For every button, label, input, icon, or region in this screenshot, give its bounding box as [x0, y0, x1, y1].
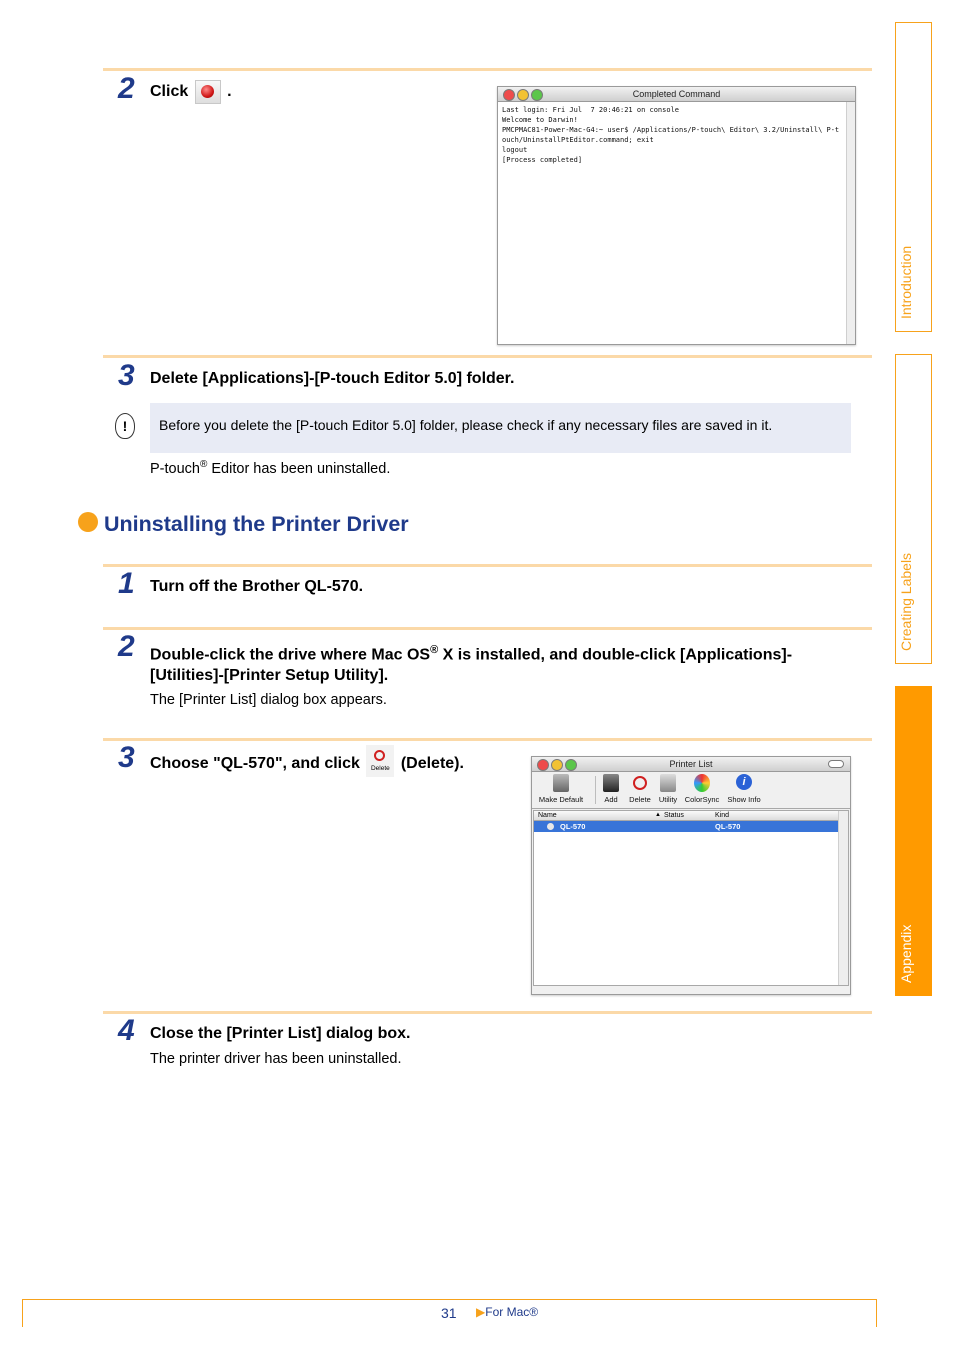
section-bullet-icon — [78, 512, 98, 532]
minimize-light-icon[interactable] — [551, 759, 563, 771]
delete-button[interactable] — [626, 774, 654, 804]
note-text: Before you delete the [P-touch Editor 5.0] folder, please check if any necessary files are saved in it. — [159, 417, 773, 433]
step-instruction: Close the [Printer List] dialog box. — [150, 1025, 411, 1042]
info-icon: i — [736, 774, 752, 790]
registered-mark: ® — [199, 459, 208, 470]
step-number: 3 — [118, 741, 135, 774]
table-scrollbar[interactable] — [838, 811, 848, 985]
add-button[interactable] — [598, 774, 624, 804]
column-kind[interactable]: Kind — [715, 812, 730, 819]
colorsync-icon — [694, 774, 710, 792]
default-printer-icon — [547, 823, 554, 830]
colorsync-label: ColorSync — [684, 795, 720, 804]
page-number: 31 — [441, 1305, 457, 1321]
sort-ascending-icon: ▲ — [655, 812, 661, 818]
printer-list-titlebar — [532, 757, 850, 772]
zoom-light-icon[interactable] — [531, 89, 543, 101]
uninstalled-suffix: Editor has been uninstalled. — [207, 460, 391, 477]
tab-introduction[interactable]: Introduction — [895, 22, 932, 332]
toolbar-separator — [595, 776, 596, 804]
step-instruction-part2: X is installed, and double-click [Applications]- — [438, 646, 793, 664]
printer-list-window — [531, 756, 851, 995]
arrow-right-icon: ▶ — [476, 1305, 486, 1319]
column-status[interactable]: Status — [664, 812, 684, 819]
section-title: Uninstalling the Printer Driver — [104, 512, 409, 536]
uninstalled-text — [150, 455, 390, 479]
step-divider — [103, 564, 872, 567]
note-box — [150, 403, 851, 453]
step-instruction-line2: [Utilities]-[Printer Setup Utility]. — [150, 667, 389, 684]
add-printer-icon — [603, 774, 619, 792]
step-instruction: Turn off the Brother QL-570. — [150, 578, 364, 595]
step-instruction: Delete [Applications]-[P-touch Editor 5.0] folder. — [150, 370, 515, 387]
show-info-label: Show Info — [727, 795, 761, 804]
tab-creating-labels[interactable]: Creating Labels — [895, 354, 932, 664]
utility-label: Utility — [658, 795, 678, 804]
add-label: Add — [604, 795, 618, 804]
printer-list-title: Printer List — [669, 759, 713, 769]
step-number: 4 — [118, 1014, 135, 1047]
delete-button-image — [366, 745, 394, 777]
terminal-title: Completed Command — [632, 89, 721, 99]
registered-mark: ® — [430, 644, 439, 656]
row-name: QL-570 — [560, 822, 586, 831]
step-number: 3 — [118, 359, 135, 392]
delete-icon — [633, 776, 647, 790]
terminal-titlebar — [498, 87, 855, 102]
make-default-button[interactable] — [536, 774, 586, 804]
toolbar-toggle-icon[interactable] — [828, 760, 844, 768]
footer-link[interactable] — [476, 1305, 538, 1319]
step-divider — [103, 738, 872, 741]
terminal-window — [497, 86, 856, 345]
make-default-label: Make Default — [538, 795, 584, 804]
terminal-output: Last login: Fri Jul 7 20:46:21 on console Welcome to Darwin! PMCPMAC81-Power-Mac-G4:~ user$ /Applications/P-touch\ Editor\ 3.2/Uninstall\ P-t ouch/UninstallPtEditor.command; exit logout [Process completed] — [502, 106, 840, 164]
uninstalled-prefix: P-touch — [150, 460, 200, 477]
step-result: The printer driver has been uninstalled. — [150, 1051, 402, 1067]
step-instruction-text: Click — [150, 83, 189, 100]
step-instruction — [150, 748, 464, 780]
step-result: The [Printer List] dialog box appears. — [150, 692, 387, 708]
colorsync-button[interactable] — [682, 774, 722, 804]
utility-icon — [660, 774, 676, 792]
step-instruction-text: Choose "QL-570", and click — [150, 755, 360, 773]
close-light-icon[interactable] — [503, 89, 515, 101]
step-instruction — [150, 79, 232, 105]
row-kind: QL-570 — [715, 822, 741, 831]
table-row[interactable] — [534, 821, 838, 832]
minimize-light-icon[interactable] — [517, 89, 529, 101]
footer-link-label: For Mac® — [485, 1305, 539, 1319]
step-number: 1 — [118, 567, 135, 600]
step-divider — [103, 1011, 872, 1014]
delete-icon — [374, 750, 385, 761]
show-info-button[interactable] — [724, 774, 764, 804]
utility-button[interactable] — [655, 774, 681, 804]
printer-toolbar — [532, 772, 850, 809]
step-divider — [103, 355, 872, 358]
step-instruction-part1: Double-click the drive where Mac OS — [150, 646, 431, 664]
close-light-icon[interactable] — [537, 759, 549, 771]
step-number: 2 — [118, 72, 135, 105]
printer-table — [533, 810, 849, 986]
step-number: 2 — [118, 630, 135, 663]
delete-icon-label: Delete — [370, 765, 390, 772]
step-instruction-period: . — [227, 83, 232, 100]
printer-icon — [553, 774, 569, 792]
terminal-scrollbar[interactable] — [846, 102, 855, 344]
step-divider — [103, 68, 872, 71]
tab-appendix[interactable]: Appendix — [895, 686, 932, 996]
step-divider — [103, 627, 872, 630]
column-name[interactable]: Name — [538, 812, 557, 819]
step-instruction-after: (Delete). — [400, 755, 464, 773]
caution-icon: ! — [115, 413, 135, 439]
delete-label: Delete — [629, 795, 651, 804]
zoom-light-icon[interactable] — [565, 759, 577, 771]
table-header — [534, 811, 838, 821]
terminal-close-icon — [195, 80, 221, 104]
